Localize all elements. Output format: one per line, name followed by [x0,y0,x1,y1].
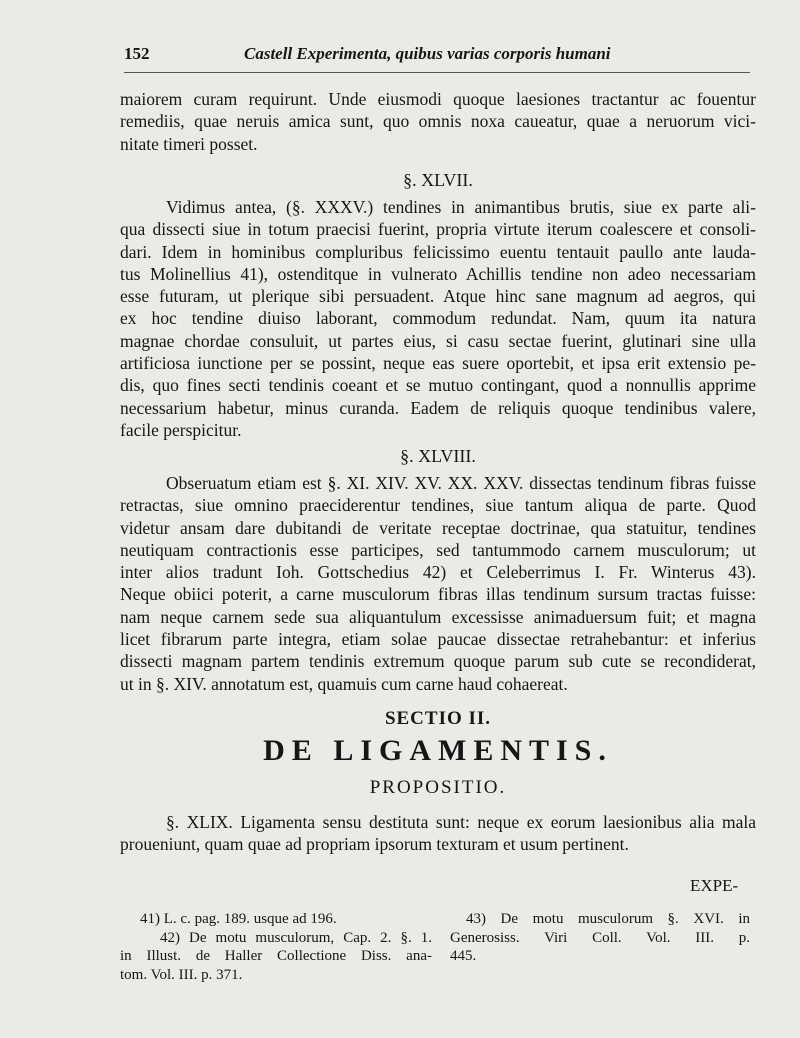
footnote-line: 445. [450,948,477,964]
text-line: Vidimus antea, (§. XXXV.) tendines in animantibus brutis, siue ex parte ali- [166,197,756,217]
section-heading-xlviii: §. XLVIII. [400,446,476,466]
footnote-line: Generosiss. Viri Coll. Vol. III. p. [450,929,750,946]
text-line: qua dissecti siue in totum praecisi fuerint, propria virtute iterum coalescere et consoli- [120,219,756,240]
text-line: neutiquam contractionis esse participes, sed tantummodo carnem musculorum; ut [120,539,756,560]
section-xlix-body [120,811,756,856]
running-title: Castell Experimenta, quibus varias corporis humani [244,44,611,63]
text-line: inter alios tradunt Ioh. Gottschedius 42) et Celeberrimus I. Fr. Winterus 43). [120,562,756,583]
text-line: esse futuram, ut plerique sibi persuadent. Atque hinc sane magnum ad aegros, qui [120,286,756,307]
text-line: proueniunt, quam quae ad propriam ipsorum texturam et usum pertinent. [120,834,629,855]
text-line: artificiosa iunctione per se possint, neque eas suere oportebit, et ipsa erit extensio pe- [120,353,756,374]
text-line: Neque obiici poterit, a carne musculorum fibras illas tendinum sursum tractas fuisse: [120,584,756,605]
footnote-line: 42) De motu musculorum, Cap. 2. §. 1. [160,929,432,946]
text-line: videtur ansam dare dubitandi de veritate receptae doctrinae, qua statuitur, tendines [120,517,756,538]
footnotes-right [450,910,750,966]
text-line: licet fibrarum parte integra, etiam solae paucae dissectae retrahebantur: et inferius [120,629,756,650]
footnotes-left [120,910,432,984]
text-line: necessarium habetur, minus curanda. Eadem de reliquis quoque tendinibus valere, [120,397,756,418]
text-line: remediis, quae neruis amica sunt, quo omnis noxa caueatur, quae a neruorum vici- [120,111,756,132]
footnote-line: 41) L. c. pag. 189. usque ad 196. [140,911,337,927]
section-xlviii-body [120,472,756,695]
page-number: 152 [124,44,150,63]
text-line: ut in §. XIV. annotatum est, quamuis cum carne haud cohaereat. [120,673,568,694]
text-line: Obseruatum etiam est §. XI. XIV. XV. XX. XXV. dissectas tendinum fibras fuisse [166,473,756,493]
text-line: ex hoc tendine diuiso laborant, commodum redundat. Nam, quum ita natura [120,308,756,329]
text-line: nitate timeri posset. [120,133,258,154]
text-line: facile perspicitur. [120,419,242,440]
footnote-line: 43) De motu musculorum §. XVI. in [466,911,750,927]
text-line: dis, quo fines secti tendinis coeant et se mutuo contingant, quod a nonnullis apprime [120,375,756,396]
text-line: nam neque carnem sede sua aliquantulum excessisse animaduersum fuit; et magna [120,606,756,627]
text-line: dari. Idem in hominibus compluribus felicissimo euentu tentauit paullo ante lauda- [120,241,756,262]
propositio-heading: PROPOSITIO. [369,777,507,798]
footnote-line: tom. Vol. III. p. 371. [120,966,243,983]
sectio-title: DE LIGAMENTIS. [263,734,613,767]
intro-paragraph [120,88,756,155]
text-line: dissecti magnam partem tendinis extremum quoque parum sub cute se recondiderat, [120,651,756,672]
footnote-line: in Illust. de Haller Collectione Diss. ana- [120,948,432,964]
sectio-label: SECTIO II. [384,708,492,729]
text-line: retractas, siue omnino praeciderentur tendines, siue tantum aliqua de parte. Quod [120,495,756,516]
text-line: §. XLIX. Ligamenta sensu destituta sunt: neque ex eorum laesionibus alia mala [166,812,756,832]
text-line: magnae chordae consuluit, ut partes eius, si casu sectae fuerint, glutinari sine ulla [120,330,756,351]
header-rule [124,72,750,73]
text-line: maiorem curam requirunt. Unde eiusmodi quoque laesiones tractantur ac fouentur [120,89,756,109]
text-line: tus Molinellius 41), ostenditque in vulnerato Achillis tendine non adeo necessariam [120,263,756,284]
section-xlvii-body [120,196,756,441]
catchword: EXPE- [690,876,739,895]
section-heading-xlvii: §. XLVII. [403,170,473,190]
